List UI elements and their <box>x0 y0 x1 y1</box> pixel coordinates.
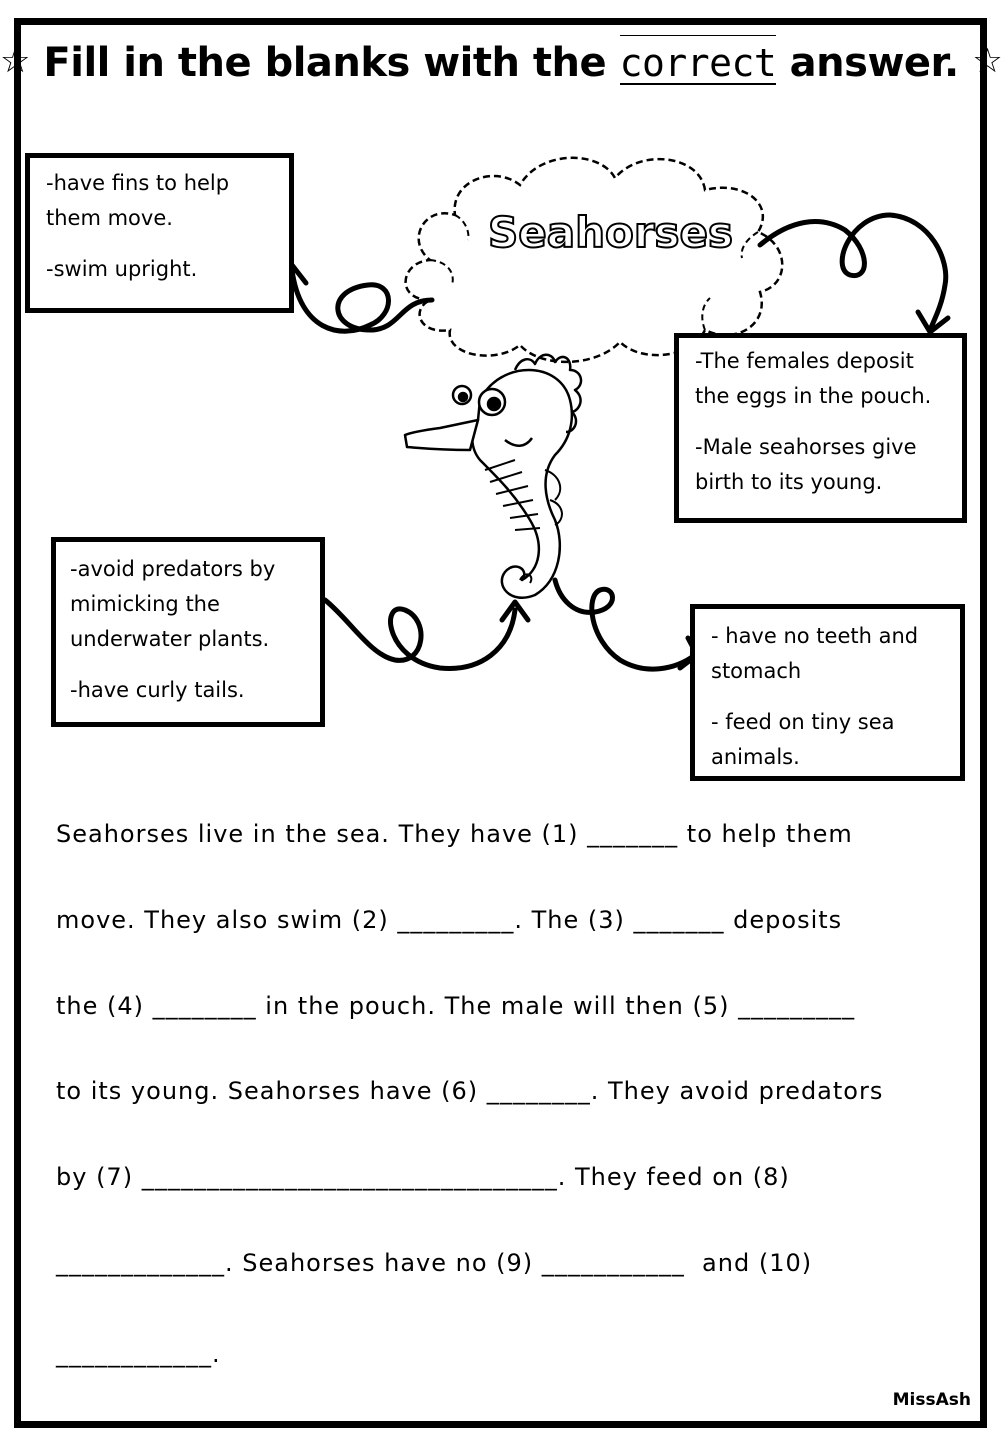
title-text-after: answer. <box>789 40 959 86</box>
fact-text: -The females deposit the eggs in the pouch. <box>695 349 932 408</box>
paragraph-line: move. They also swim (2) _________. The (3) _______ deposits <box>56 906 843 934</box>
paragraph-line: ____________. <box>56 1340 221 1368</box>
fact-text: - have no teeth and stomach <box>711 624 919 683</box>
paragraph-line: Seahorses live in the sea. They have (1) _______ to help them <box>56 820 853 848</box>
fact-text: -swim upright. <box>46 257 198 281</box>
fact-text: -have fins to help them move. <box>46 171 230 230</box>
star-icon-right: ☆ <box>972 41 1002 81</box>
paragraph-line: _____________. Seahorses have no (9) ___________ and (10) <box>56 1249 813 1277</box>
fact-box-mid-left <box>51 537 325 727</box>
curly-arrow-mid-left <box>325 600 515 668</box>
curly-arrow-bottom-right <box>555 580 695 669</box>
cloud-label: Seahorses <box>488 208 734 257</box>
fact-text: - feed on tiny sea animals. <box>711 710 895 769</box>
cloud-icon <box>406 158 783 362</box>
fact-box-top-right <box>674 333 967 523</box>
fact-text: -avoid predators by mimicking the underwater plants. <box>70 557 276 651</box>
seahorse-icon <box>405 355 581 598</box>
title-highlight-word: correct <box>619 41 777 85</box>
fact-box-top-left <box>25 153 294 313</box>
author-credit: MissAsh <box>892 1390 971 1410</box>
fact-box-bottom-right <box>690 604 965 781</box>
fact-text: -have curly tails. <box>70 678 245 702</box>
star-icon-left: ☆ <box>0 41 30 81</box>
fact-text: -Male seahorses give birth to its young. <box>695 435 917 494</box>
title-text-before: Fill in the blanks with the <box>43 40 607 86</box>
paragraph-line: the (4) ________ in the pouch. The male will then (5) _________ <box>56 992 856 1020</box>
paragraph-line: to its young. Seahorses have (6) ________. They avoid predators <box>56 1077 884 1105</box>
paragraph-line: by (7) ________________________________. They feed on (8) <box>56 1163 790 1191</box>
